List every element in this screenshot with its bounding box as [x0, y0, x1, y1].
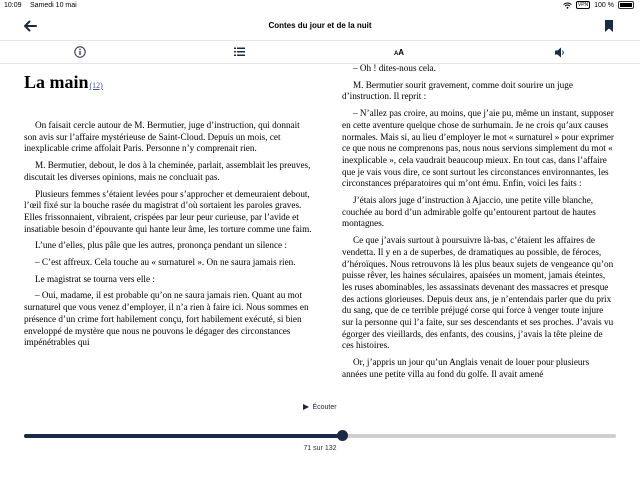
paragraph: On faisait cercle autour de M. Bermutier, juge d’instruction, qui donnait son avis sur l’affaire mystérieuse de Saint-Cloud. Depuis un mois, cet inexplicable crime affolait Paris. Personne n’y comprenait rien.	[24, 120, 300, 154]
audio-button[interactable]	[552, 44, 568, 60]
paragraph: M. Bermutier sourit gravement, comme doit sourire un juge d’instruction. Il reprit :	[342, 79, 573, 102]
paragraph: L’une d’elles, plus pâle que les autres, prononça pendant un silence :	[35, 240, 287, 251]
paragraph: Le magistrat se tourna vers elle :	[35, 273, 155, 284]
font-size-icon: AA	[393, 47, 405, 57]
paragraph: J’étais alors juge d’instruction à Ajaccio, une petite ville blanche, couchée au bord d’un admirable golfe qu’entourent partout de hautes montagnes.	[342, 195, 596, 229]
bookmark-icon[interactable]	[604, 20, 614, 32]
status-bar	[0, 0, 640, 12]
page-progress-label: 71 sur 132	[303, 445, 337, 452]
paragraph: M. Bermutier, debout, le dos à la cheminée, parlait, assemblait les preuves, discutait les diverses opinions, mais ne concluait pas.	[24, 160, 311, 182]
paragraph: – Oh ! dites-nous cela.	[353, 63, 436, 73]
reader-toolbar	[0, 40, 640, 64]
listen-button[interactable]	[0, 404, 640, 418]
toc-button[interactable]	[231, 44, 247, 60]
paragraph: Plusieurs femmes s’étaient levées pour s’approcher et demeuraient debout, l’œil fixé sur la bouche rasée du magistrat d’où sortaient les paroles graves. Elles frissonnaient, vibraient, crispées par leur peur curieuse, par l’avide et insatiable besoin d’épouvante qui hante leur âme, les torture comme une faim.	[24, 188, 312, 234]
status-date: Samedi 10 mai	[30, 2, 77, 9]
list-icon	[234, 47, 245, 57]
slider-fill	[24, 434, 342, 438]
font-size-button[interactable]	[391, 44, 407, 60]
status-time: 10:09	[4, 2, 22, 9]
chapter-heading	[24, 72, 314, 96]
paragraph: Ce que j’avais surtout à poursuivre là-bas, c’étaient les affaires de vendetta. Il y en a de superbes, de dramatiques au possible, de féroces, d’héroïques. Nous retrouvons là les plus beaux sujets de vengeance qu’on puisse rêver, les haines séculaires, apaisées un moment, jamais éteintes, les ruses abominables, les assassinats devenant des massacres et presque des actions glorieuses. Depuis deux ans, je n’entendais parler que du prix du sang, que de ce terrible préjugé corse qui force à venger toute injure sur la personne qui l’a faite, sur ses descendants et ses proches. J’avais vu égorger des vieillards, des enfants, des cousins, j’avais la tête pleine de ces histoires.	[342, 235, 614, 351]
vpn-badge: VPN	[577, 2, 589, 8]
listen-label: Écouter	[312, 404, 337, 411]
battery-percent: 100 %	[594, 1, 614, 9]
page-left	[24, 64, 314, 401]
status-right	[563, 1, 634, 9]
page-slider[interactable]	[24, 434, 616, 438]
paragraph: Or, j’appris un jour qu’un Anglais venait de louer pour plusieurs années une petite villa au fond du golfe. Il avait amené	[342, 357, 590, 379]
slider-knob[interactable]	[337, 430, 348, 441]
battery-icon	[618, 1, 634, 9]
paragraph: – Oui, madame, il est probable qu’on ne saura jamais rien. Quant au mot surnaturel que vous venez d’employer, il n’a rien à faire ici. Nous sommes en présence d’un crime fort habilement conçu, fort habilement exécuté, si bien enveloppé de mystère que nous ne pouvons le dégager des circonstances impénétrables qui	[24, 290, 309, 348]
chapter-title: La main	[24, 72, 89, 92]
wifi-icon	[563, 2, 572, 9]
chapter-footnote-link[interactable]: (12)	[89, 81, 103, 90]
paragraph: – C’est affreux. Cela touche au « surnaturel ». On ne saura jamais rien.	[35, 257, 296, 268]
info-button[interactable]	[72, 44, 88, 60]
book-title: Contes du jour et de la nuit	[268, 21, 372, 30]
info-icon	[74, 46, 86, 58]
page-right	[342, 63, 616, 400]
nav-bar	[0, 12, 640, 40]
paragraph: – N’allez pas croire, au moins, que j’aie pu, même un instant, supposer en cette aventure quelque chose de surhumain. Je ne crois qu’aux causes normales. Mais si, au lieu d’employer le mot « surnaturel » pour exprimer ce que nous ne comprenons pas, nous nous servions simplement du mot « inexplicable », cela vaudrait beaucoup mieux. En tout cas, dans l’affaire que je vais vous dire, ce sont surtout les circonstances environnantes, les circonstances préparatoires qui m’ont ému. Enfin, voici les faits :	[342, 108, 614, 189]
play-icon	[303, 404, 309, 410]
speaker-icon	[554, 47, 566, 58]
